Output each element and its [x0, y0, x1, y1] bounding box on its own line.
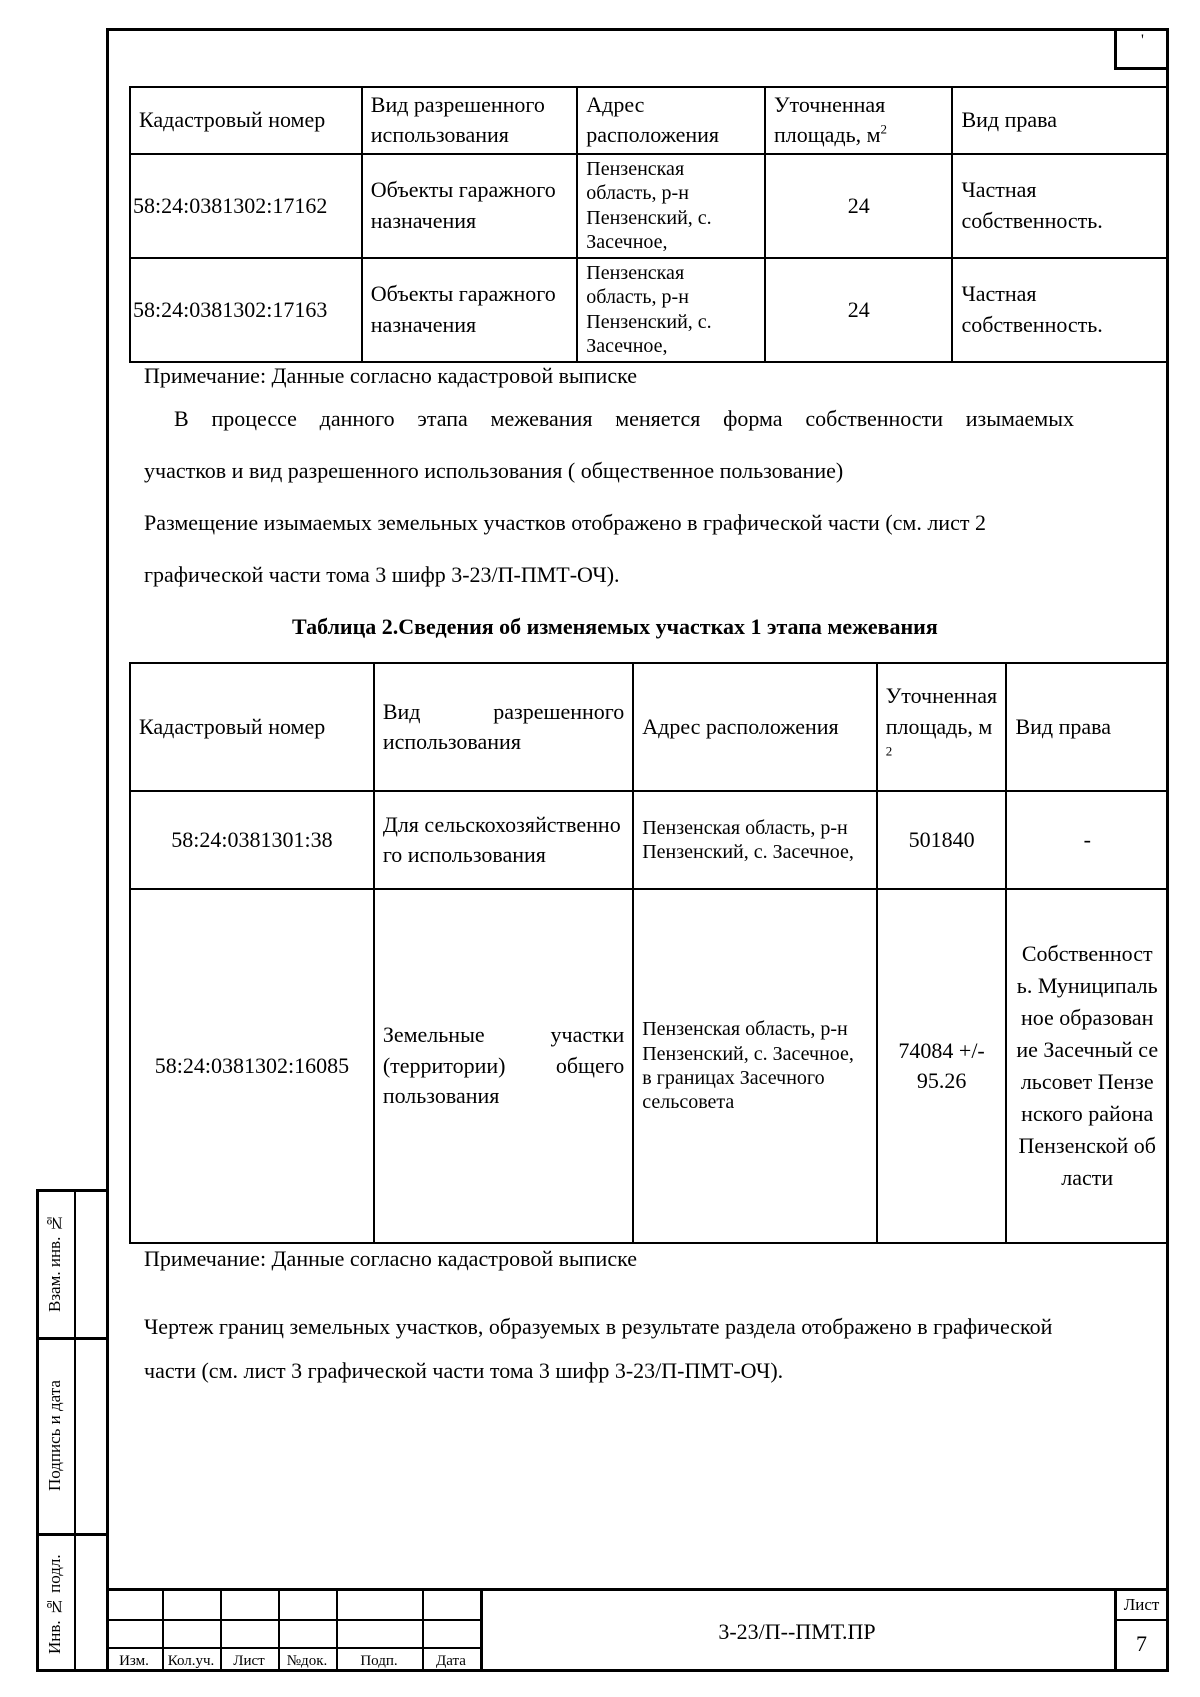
paragraph-1-line-1: В процессе данного этапа межевания меняется форма собственности изымаемых	[174, 406, 1074, 431]
cell-cadastral: 58:24:0381302:17163	[130, 258, 362, 362]
cell-address: Пензенская область, р-н Пензенский, с. Засечное,	[577, 154, 765, 258]
cell-area: 24	[765, 258, 953, 362]
stamp-col-kolvo: Кол.уч.	[167, 1653, 215, 1669]
table-2-title: Таблица 2.Сведения об изменяемых участках 1 этапа межевания	[292, 614, 938, 639]
cell-use: Объекты гаражного назначения	[362, 258, 577, 362]
table-header-row	[130, 663, 1168, 791]
note-1: Примечание: Данные согласно кадастровой выписке	[144, 363, 637, 388]
corner-mark: '	[1141, 32, 1144, 49]
document-code: 3-23/П--ПМТ.ПР	[718, 1619, 876, 1644]
cell-area: 74084 +/- 95.26	[877, 889, 1007, 1243]
cell-cadastral: 58:24:0381302:17162	[130, 154, 362, 258]
side-cell-podpis	[39, 1340, 106, 1536]
stamp-col-ndok: №док.	[286, 1653, 328, 1669]
paragraph-2-line-1: Размещение изымаемых земельных участков отображено в графической части (см. лист 2	[144, 510, 986, 535]
header-right: Вид права	[952, 87, 1168, 154]
paragraph-2-line-2: графической части тома 3 шифр 3-23/П-ПМТ-ОЧ).	[144, 562, 620, 587]
cell-use: Для сельскохозяйственного использования	[374, 791, 633, 889]
table-row	[130, 154, 1168, 258]
side-label-inv: Инв. № подл.	[45, 1554, 64, 1654]
header-right: Вид права	[1006, 663, 1168, 791]
table-changed-plots	[129, 662, 1169, 1244]
side-cell-inv	[39, 1536, 106, 1672]
cell-address: Пензенская область, р-н Пензенский, с. Засечное,	[577, 258, 765, 362]
note-2: Примечание: Данные согласно кадастровой выписке	[144, 1246, 637, 1271]
cell-area: 501840	[877, 791, 1007, 889]
cell-right: Частная собственность.	[952, 258, 1168, 362]
cell-cadastral: 58:24:0381302:16085	[130, 889, 374, 1243]
table-header-row	[130, 87, 1168, 154]
cell-right: Частная собственность.	[952, 154, 1168, 258]
cell-use: Земельные участки (территории) общего пользования	[374, 889, 633, 1243]
table-garage-plots	[129, 86, 1169, 363]
table-row	[130, 258, 1168, 362]
cell-right: Собственность. Муниципальное образование Засечный сельсовет Пензенского района Пензенской области	[1006, 889, 1168, 1243]
side-label-vzam: Взам. инв. №	[45, 1213, 64, 1313]
paragraph-3-line-2: части (см. лист 3 графической части тома 3 шифр 3-23/П-ПМТ-ОЧ).	[144, 1358, 784, 1383]
paragraph-1-line-2: участков и вид разрешенного использования ( общественное пользование)	[144, 458, 844, 483]
cell-area: 24	[765, 154, 953, 258]
paragraph-3-line-1: Чертеж границ земельных участков, образуемых в результате раздела отображено в графической	[144, 1314, 1053, 1339]
cell-use: Объекты гаражного назначения	[362, 154, 577, 258]
stamp-col-izm: Изм.	[119, 1653, 149, 1669]
header-cadastral: Кадастровый номер	[130, 87, 362, 154]
table-row	[130, 889, 1168, 1243]
cell-right: -	[1006, 791, 1168, 889]
table-row	[130, 791, 1168, 889]
cell-address: Пензенская область, р-н Пензенский, с. Засечное, в границах Засечного сельсовета	[633, 889, 876, 1243]
cell-cadastral: 58:24:0381301:38	[130, 791, 374, 889]
stamp-col-podp: Подп.	[360, 1653, 398, 1669]
stamp-col-list: Лист	[233, 1653, 265, 1669]
header-address: Адрес расположения	[577, 87, 765, 154]
corner-mark-box	[1114, 28, 1169, 70]
cell-address: Пензенская область, р-н Пензенский, с. Засечное,	[633, 791, 876, 889]
header-use: Вид разрешенного использования	[374, 663, 633, 791]
sheet-number: 7	[1136, 1631, 1147, 1656]
header-use: Вид разрешенного использования	[362, 87, 577, 154]
title-block	[106, 1588, 1169, 1672]
side-strip	[36, 1189, 106, 1672]
side-label-podpis: Подпись и дата	[45, 1380, 64, 1492]
header-cadastral: Кадастровый номер	[130, 663, 374, 791]
side-cell-vzam	[39, 1192, 106, 1340]
header-address: Адрес расположения	[633, 663, 876, 791]
header-area: Уточненная площадь, $м^2$	[765, 87, 953, 154]
stamp-col-data: Дата	[436, 1653, 466, 1669]
header-area: Уточненная площадь, $м^2$	[877, 663, 1007, 791]
sheet-label: Лист	[1123, 1595, 1160, 1614]
